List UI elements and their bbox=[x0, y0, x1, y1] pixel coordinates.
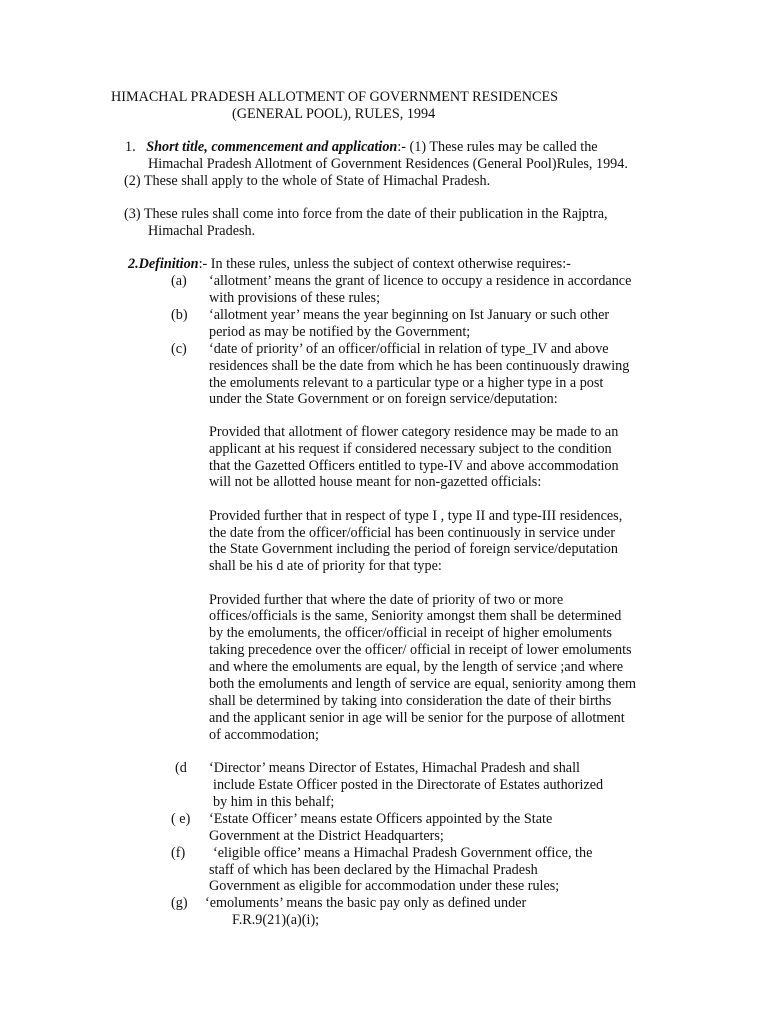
clause-c-line4: under the State Government or on foreign service/deputation: bbox=[209, 391, 558, 407]
proviso3-line9: of accommodation; bbox=[209, 727, 319, 743]
clause-g-label: (g) bbox=[171, 895, 188, 911]
rule1-heading: Short title, commencement and application bbox=[146, 139, 398, 155]
proviso1-line3: that the Gazetted Officers entitled to type-IV and above accommodation bbox=[209, 458, 619, 474]
rule1-first-line bbox=[125, 139, 598, 156]
proviso2-line2: the date from the officer/official has been continuously in service under bbox=[209, 525, 616, 541]
clause-a-line2: with provisions of these rules; bbox=[209, 290, 381, 306]
rule1-subrule3-line1: (3) These rules shall come into force from the date of their publication in the Rajptra, bbox=[124, 206, 608, 222]
rule1-line2: Himachal Pradesh Allotment of Government Residences (General Pool)Rules, 1994. bbox=[148, 156, 628, 172]
document-title-line2: (GENERAL POOL), RULES, 1994 bbox=[232, 106, 436, 122]
proviso3-line1: Provided further that where the date of priority of two or more bbox=[209, 592, 564, 608]
clause-c-line1: ‘date of priority’ of an officer/official in relation of type_IV and above bbox=[209, 341, 609, 357]
clause-c-label: (c) bbox=[171, 341, 187, 357]
clause-e-label: ( e) bbox=[171, 811, 191, 827]
rule2-heading: 2.Definition bbox=[128, 256, 199, 272]
clause-b-line2: period as may be notified by the Government; bbox=[209, 324, 471, 340]
proviso3-line4: taking precedence over the officer/ official in receipt of lower emoluments bbox=[209, 642, 632, 658]
clause-e-line1: ‘Estate Officer’ means estate Officers appointed by the State bbox=[209, 811, 553, 827]
proviso1-line1: Provided that allotment of flower category residence may be made to an bbox=[209, 424, 619, 440]
rule1-subrule2: (2) These shall apply to the whole of State of Himachal Pradesh. bbox=[124, 173, 491, 189]
clause-f-line2: staff of which has been declared by the Himachal Pradesh bbox=[209, 862, 538, 878]
clause-d-line1: ‘Director’ means Director of Estates, Himachal Pradesh and shall bbox=[209, 760, 580, 776]
clause-c-line3: the emoluments relevant to a particular type or a higher type in a post bbox=[209, 375, 604, 391]
rule2-first-line bbox=[128, 256, 571, 273]
document-title-line1: HIMACHAL PRADESH ALLOTMENT OF GOVERNMENT RESIDENCES bbox=[111, 89, 559, 105]
clause-f-line1: ‘eligible office’ means a Himachal Pradesh Government office, the bbox=[213, 845, 593, 861]
clause-a-label: (a) bbox=[171, 273, 187, 289]
clause-f-line3: Government as eligible for accommodation under these rules; bbox=[209, 878, 560, 894]
clause-e-line2: Government at the District Headquarters; bbox=[209, 828, 444, 844]
proviso3-line5: and where the emoluments are equal, by the length of service ;and where bbox=[209, 659, 624, 675]
proviso3-line2: offices/officials is the same, Seniority amongst them shall be determined bbox=[209, 608, 622, 624]
rule1-line1-text: :- (1) These rules may be called the bbox=[397, 139, 598, 155]
rule1-number: 1. bbox=[125, 139, 136, 155]
clause-g-line1: ‘emoluments’ means the basic pay only as defined under bbox=[205, 895, 527, 911]
clause-d-label: (d bbox=[175, 760, 187, 776]
proviso2-line4: shall be his d ate of priority for that type: bbox=[209, 558, 442, 574]
proviso2-line3: the State Government including the period of foreign service/deputation bbox=[209, 541, 618, 557]
clause-f-label: (f) bbox=[171, 845, 186, 861]
clause-b-label: (b) bbox=[171, 307, 188, 323]
rule1-subrule3-line2: Himachal Pradesh. bbox=[148, 223, 256, 239]
clause-b-line1: ‘allotment year’ means the year beginning on Ist January or such other bbox=[209, 307, 610, 323]
proviso1-line4: will not be allotted house meant for non-gazetted officials: bbox=[209, 474, 542, 490]
proviso2-line1: Provided further that in respect of type I , type II and type-III residences, bbox=[209, 508, 623, 524]
clause-d-line2: include Estate Officer posted in the Directorate of Estates authorized bbox=[213, 777, 604, 793]
clause-d-line3: by him in this behalf; bbox=[213, 794, 335, 810]
proviso3-line7: shall be determined by taking into consideration the date of their births bbox=[209, 693, 612, 709]
proviso3-line3: by the emoluments, the officer/official in receipt of higher emoluments bbox=[209, 625, 612, 641]
proviso3-line8: and the applicant senior in age will be senior for the purpose of allotment bbox=[209, 710, 625, 726]
proviso1-line2: applicant at his request if considered necessary subject to the condition bbox=[209, 441, 612, 457]
clause-c-line2: residences shall be the date from which he has been continuously drawing bbox=[209, 358, 630, 374]
clause-a-line1: ‘allotment’ means the grant of licence to occupy a residence in accordance bbox=[209, 273, 632, 289]
clause-g-line2: F.R.9(21)(a)(i); bbox=[232, 912, 320, 928]
proviso3-line6: both the emoluments and length of service are equal, seniority among them bbox=[209, 676, 637, 692]
rule2-intro: :- In these rules, unless the subject of context otherwise requires:- bbox=[198, 256, 571, 272]
